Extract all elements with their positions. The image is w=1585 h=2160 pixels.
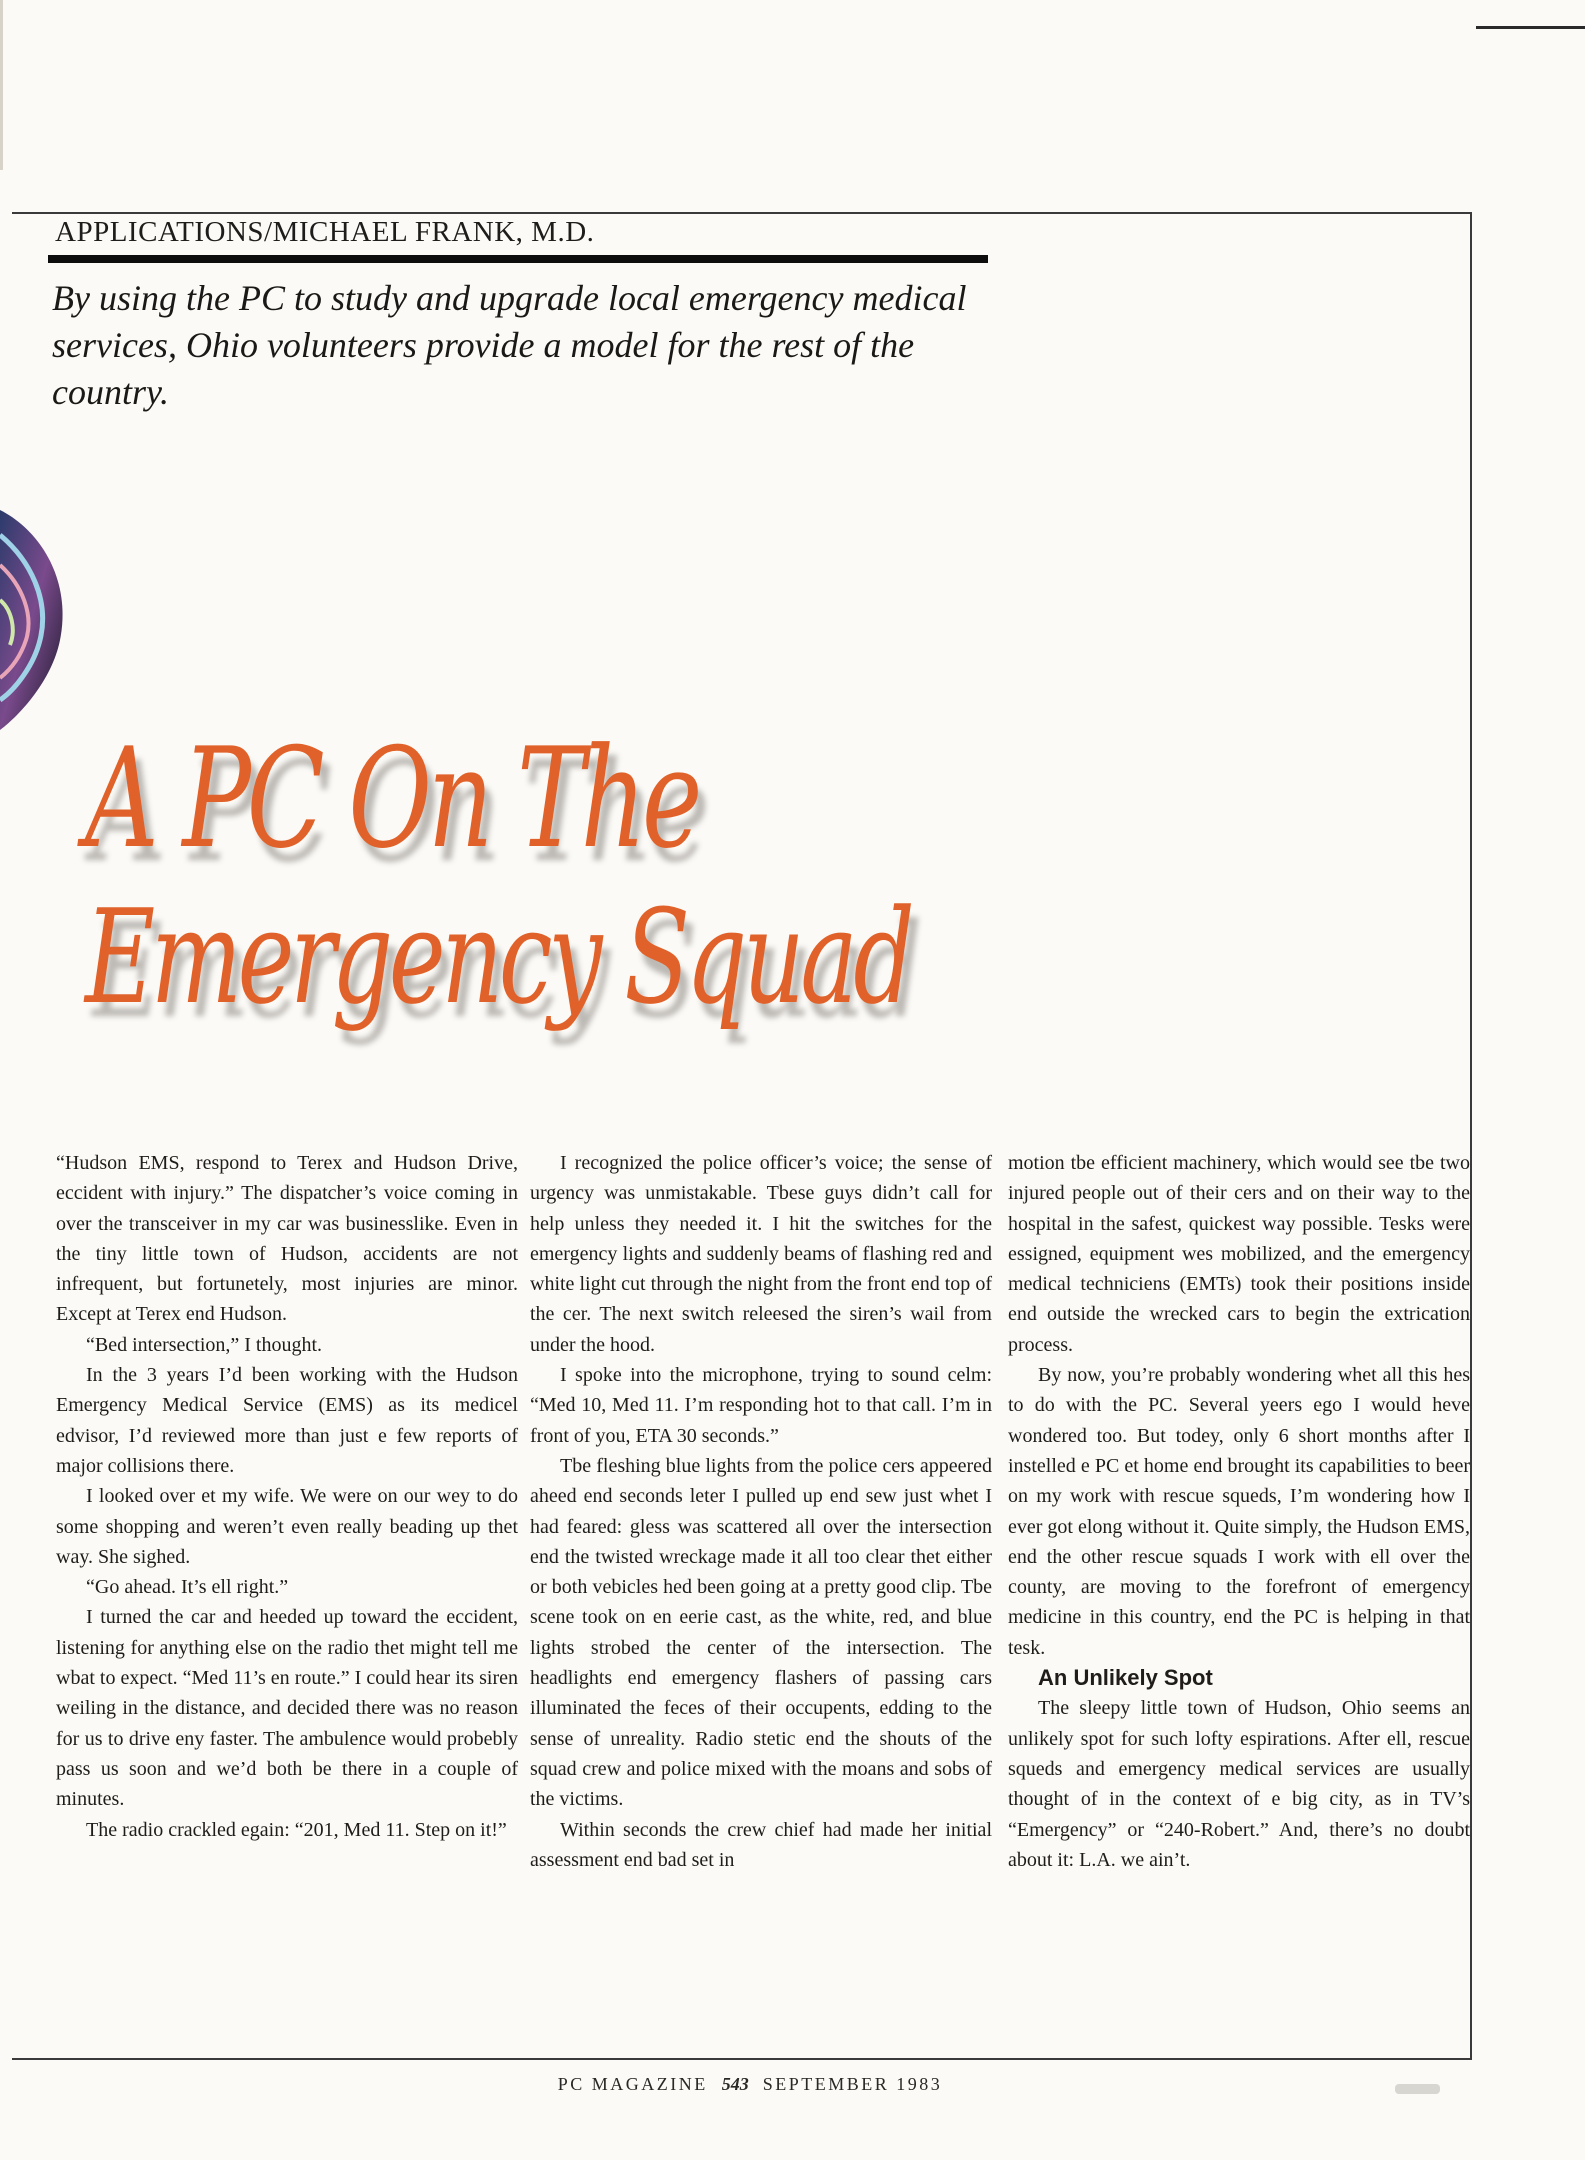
subhead: An Unlikely Spot	[1038, 1665, 1213, 1691]
paragraph: I turned the car and heeded up toward the eccident, listening for anything else on the radio thet might tell me wbat to expect. “Med 11’s en route.” I could hear its siren weiling in the distance, and decided there was no reason for us to drive eny faster. The ambulence would probebly pass us soon and we’d both be there in a couple of minutes.	[56, 1606, 518, 1811]
paragraph: I looked over et my wife. We were on our wey to do some shopping and weren’t even really beading up thet way. She sighed.	[56, 1485, 518, 1568]
paragraph: Tbe fleshing blue lights from the police cers appeered aheed end seconds leter I pulled up end sew just whet I had feared: gless was scattered all over the intersection end the twisted wreckage made it all too clear thet either or both vebicles hed been going at a pretty good clip. Tbe scene took on en eerie cast, as the white, red, and blue lights strobed the center of the intersection. The headlights end emergency flashers of passing cars illuminated the feces of their occupents, edding to the sense of unreality. Radio stetic end the shouts of the squad crew and police mixed with the moans and sobs of the victims.	[530, 1454, 992, 1811]
page-footer	[480, 2074, 1020, 2095]
article-deck: By using the PC to study and upgrade local emergency medical services, Ohio volunteers provide a model for the rest of the country.	[52, 278, 967, 412]
scan-edge	[0, 0, 3, 170]
paragraph: “Bed intersection,” I thought.	[86, 1333, 323, 1356]
paragraph: “Hudson EMS, respond to Terex and Hudson Drive, eccident with injury.” The dispatcher’s voice coming in over the transceiver in my car was businesslike. Even in the tiny little town of Hudson, accidents are not infrequent, but fortunetely, most injuries are minor. Except at Terex end Hudson.	[56, 1152, 518, 1326]
body-column-1	[56, 1148, 518, 1845]
body-column-3	[1008, 1148, 1470, 1875]
paragraph: By now, you’re probably wondering whet all this hes to do with the PC. Several yeers ego I would heve wondered too. But todey, only 6 short months after I instelled e PC et home end brought its capabilities to beer on my work with rescue squeds, I’m wondering how I ever got elong without it. Quite simply, the Hudson EMS, end the other rescue squads I work with ell over the county, are moving to the forefront of emergency medicine in this country, end the PC is helping in that tesk.	[1008, 1364, 1471, 1659]
paragraph: Within seconds the crew chief had made her initial assessment end bad set in	[530, 1818, 992, 1871]
body-column-2	[530, 1148, 992, 1875]
top-rule	[1476, 26, 1585, 29]
headline	[85, 718, 911, 1036]
headline-line-1: A PC On The	[85, 718, 698, 879]
paragraph: The sleepy little town of Hudson, Ohio seems an unlikely spot for such lofty espirations. After ell, rescue squeds and emergency medical services are usually thought of in the context of e big city, as in TV’s “Emergency” or “240-Robert.” And, there’s no doubt about it: L.A. we ain’t.	[1008, 1697, 1470, 1871]
footer-page-number: 543	[721, 2074, 749, 2094]
footer-magazine: PC MAGAZINE	[557, 2074, 708, 2094]
paragraph: “Go ahead. It’s ell right.”	[86, 1576, 289, 1599]
scan-smudge	[1395, 2084, 1440, 2094]
disk-artwork-fragment	[0, 490, 80, 740]
headline-line-2: Emergency Squad	[85, 881, 911, 1033]
footer-issue: SEPTEMBER 1983	[762, 2074, 943, 2094]
kicker-rule	[48, 255, 988, 263]
paragraph: I recognized the police officer’s voice; the sense of urgency was unmistakable. Tbese guys didn’t call for help unless they needed it. I hit the switches for the emergency lights and suddenly beams of flashing red and white light cut through the night from the front end top of the cer. The next switch releesed the siren’s wail from under the hood.	[530, 1152, 992, 1356]
paragraph: I spoke into the microphone, trying to sound celm: “Med 10, Med 11. I’m responding hot to that call. I’m in front of you, ETA 30 seconds.”	[530, 1364, 992, 1447]
paragraph: In the 3 years I’d been working with the Hudson Emergency Medical Service (EMS) as its medicel edvisor, I’d reviewed more than just e few reports of major collisions there.	[56, 1364, 518, 1477]
paragraph: motion tbe efficient machinery, which would see tbe two injured people out of their cers and on their way to the hospital in the safest, quickest way possible. Tesks were essigned, equipment wes mobilized, and the emergency medical techniciens (EMTs) took their positions inside end outside the wrecked cars to begin the extrication process.	[1008, 1152, 1470, 1356]
paragraph: The radio crackled egain: “201, Med 11. Step on it!”	[86, 1818, 507, 1841]
section-kicker: APPLICATIONS/MICHAEL FRANK, M.D.	[55, 216, 595, 248]
